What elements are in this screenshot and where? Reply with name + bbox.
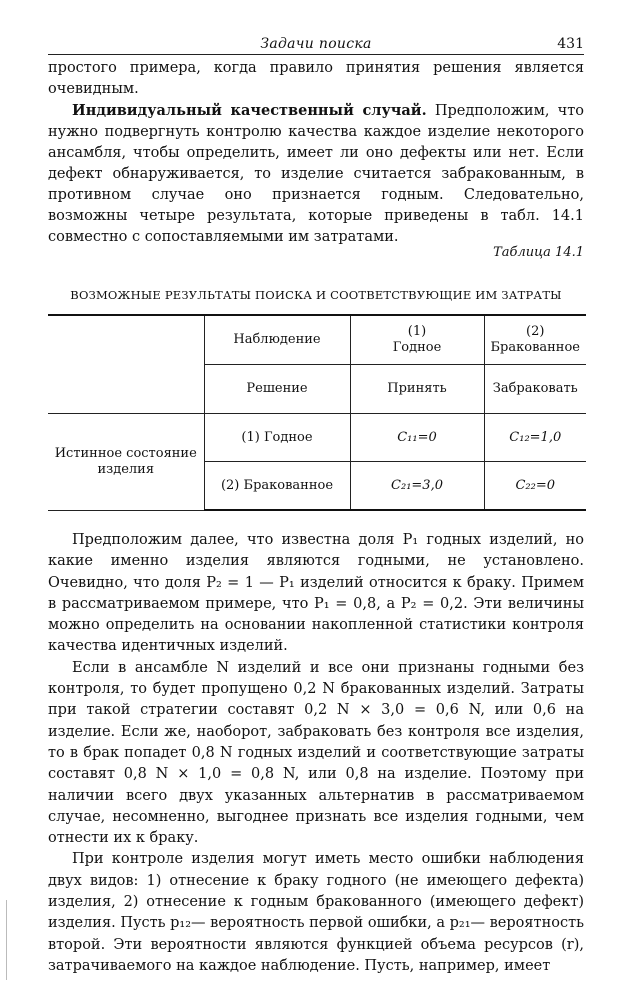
results-cost-table bbox=[48, 314, 586, 511]
paragraph-ensemble-costs: Если в ансамбле N изделий и все они признаны годными без контроля, то будет пропущено 0,2 N бракованных изделий. Затраты при такой стратегии составят 0,2 N × 3,0 = 0,6 N, или 0,6 на изделие. Если же, наоборот, забраковать без контроля все изделия, то в брак попадет 0,8 N годных изделий и соответствующие затраты составят 0,8 N × 1,0 = 0,8 N, или 0,8 на изделие. Поэтому при наличии всего двух указанных альтернатив в рассматриваемом случае, несомненно, выгоднее признать все изделия годными, чем отнести их к браку. bbox=[48, 659, 584, 847]
decision-reject: Забраковать bbox=[484, 365, 586, 414]
cost-c11: C₁₁=0 bbox=[350, 414, 484, 462]
stub-true-state: Истинное состояние изделия bbox=[48, 414, 204, 511]
observation-label: Наблюдение bbox=[204, 315, 350, 365]
column-number: (2) bbox=[526, 324, 545, 339]
column-number: (1) bbox=[407, 324, 427, 339]
cost-c12: C₁₂=1,0 bbox=[484, 414, 586, 462]
decision-label: Решение bbox=[204, 365, 350, 414]
text-bottom bbox=[48, 530, 584, 977]
column-name: Бракованное bbox=[490, 340, 580, 355]
cost-c21: C₂₁=3,0 bbox=[350, 462, 484, 511]
column-name: Годное bbox=[392, 340, 442, 355]
paragraph-fraction-good: Предположим далее, что известна доля P₁ годных изделий, но какие именно изделия являются годными, не установлено. Очевидно, что доля P₂ = 1 — P₁ изделий относится к браку. Примем в рассматриваемом примере, что P₁ = 0,8, а P₂ = 0,2. Эти величины можно определить на основании накопленной статистики контроля качества идентичных изделий. bbox=[48, 532, 584, 655]
paragraph-observation-errors: При контроле изделия могут иметь место ошибки наблюдения двух видов: 1) отнесение к браку годного (не имеющего дефекта) изделия, 2) отнесение к годным бракованного (имеющего дефект) изделия. Пусть p₁₂— вероятность первой ошибки, а p₂₁— вероятность второй. Эти вероятности являются функцией объема ресурсов (r), затрачиваемого на каждое наблюдение. Пусть, например, имеет bbox=[48, 851, 584, 974]
paragraph-continuation: простого примера, когда правило принятия решения является очевидным. bbox=[48, 60, 584, 97]
paragraph-qualitative-case bbox=[48, 100, 584, 248]
row-label-good: (1) Годное bbox=[204, 414, 350, 462]
row-label-defective: (2) Бракованное bbox=[204, 462, 350, 511]
table-corner-cell bbox=[48, 315, 204, 414]
page-number: 431 bbox=[557, 36, 584, 52]
paragraph-text: Предположим, что нужно подвергнуть контролю качества каждое изделие некоторого ансамбля, чтобы определить, имеет ли оно дефекты или нет. Если дефект обнаруживается, то изделие считается забракованным, в противном случае оно признается годным. Следовательно, возможны четыре результата, которые приведены в табл. 14.1 совместно с сопоставляемыми им затратами. bbox=[48, 103, 585, 245]
table-label: Таблица 14.1 bbox=[493, 245, 584, 260]
running-header bbox=[48, 36, 584, 55]
column-header-good bbox=[350, 315, 484, 365]
column-header-defective bbox=[484, 315, 586, 365]
scan-edge-line bbox=[6, 900, 7, 980]
cost-c22: C₂₂=0 bbox=[484, 462, 586, 511]
paragraph-heading: Индивидуальный качественный случай. bbox=[72, 102, 427, 119]
header-title: Задачи поиска bbox=[260, 36, 372, 52]
decision-accept: Принять bbox=[350, 365, 484, 414]
text-top bbox=[48, 58, 584, 248]
table-title: ВОЗМОЖНЫЕ РЕЗУЛЬТАТЫ ПОИСКА И СООТВЕТСТВУЮЩИЕ ИМ ЗАТРАТЫ bbox=[70, 288, 562, 302]
